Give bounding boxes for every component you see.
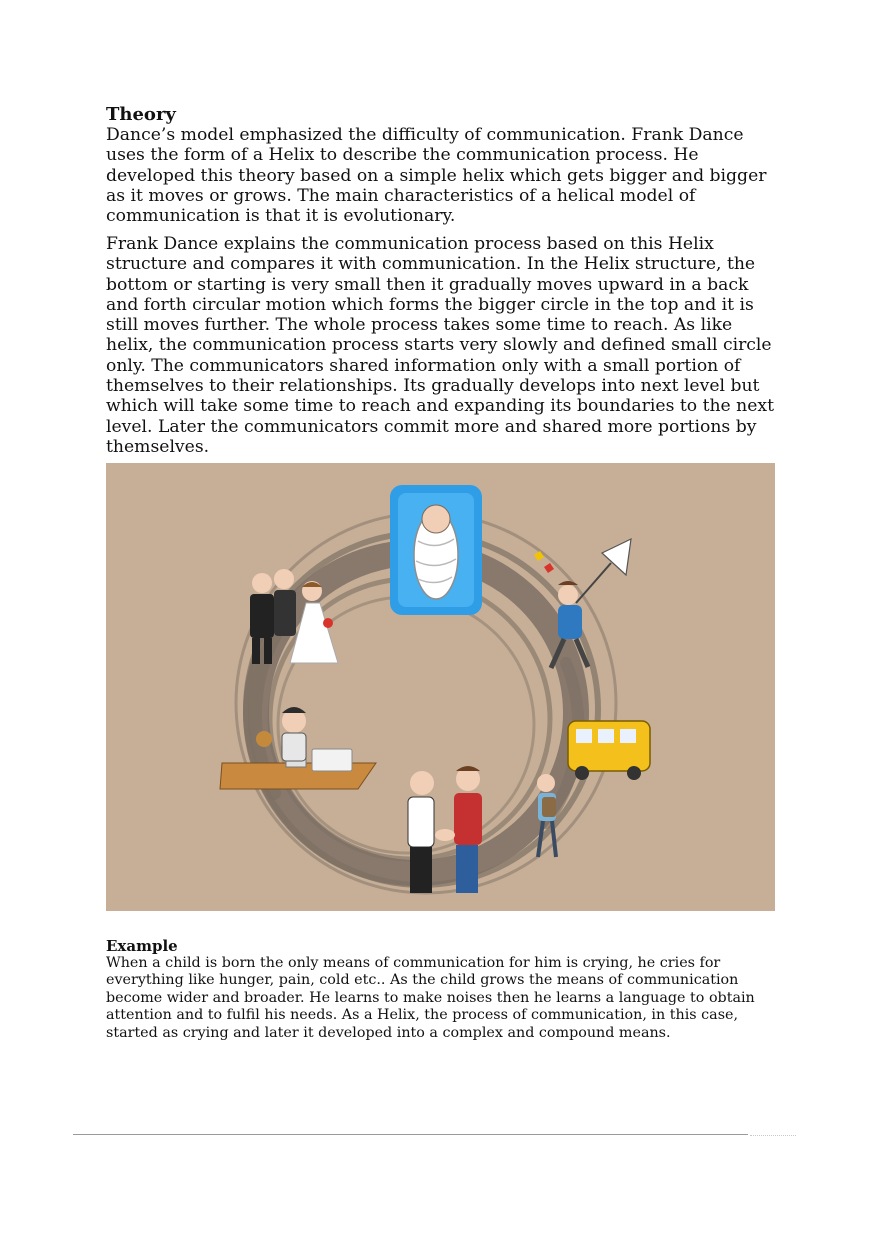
example-heading: Example — [106, 937, 178, 955]
footer-mark — [750, 1131, 796, 1136]
helix-model-illustration — [106, 463, 775, 911]
example-text: When a child is born the only means of communication for him is crying, he cries for everything like hunger, pain, cold etc.. As the child grows the means of communication become wider and broader. He learns to make noises then he learns a language to obtain attention and to fulfil his needs. As a Helix, the process of communication, in this case, started as crying and later it developed into a complex and compound means. — [106, 955, 755, 1041]
theory-paragraph-1: Dance’s model emphasized the difficulty of communication. Frank Dance uses the form of a Helix to describe the communication process. He developed this theory based on a simple helix which gets bigger and bigger as it moves or grows. The main characteristics of a helical model of communication is that it is evolutionary. — [106, 125, 767, 227]
school-bus-icon — [568, 721, 650, 780]
baby-icon — [390, 485, 482, 615]
theory-paragraph-2: Frank Dance explains the communication process based on this Helix structure and compares it with communication. In the Helix structure, the bottom or starting is very small then it gradually moves upward in a back and forth circular motion which forms the bigger circle in the top and it is still moves further. The whole process takes some time to reach. As like helix, the communication process starts very slowly and defined small circle only. The communicators shared information only with a small portion of themselves to their relationships. Its gradually develops into next level but which will take some time to reach and expanding its boundaries to the next level. Later the communicators commit more and shared more portions by themselves. — [106, 234, 775, 457]
footer-divider — [73, 1134, 748, 1135]
theory-heading: Theory — [106, 104, 176, 125]
